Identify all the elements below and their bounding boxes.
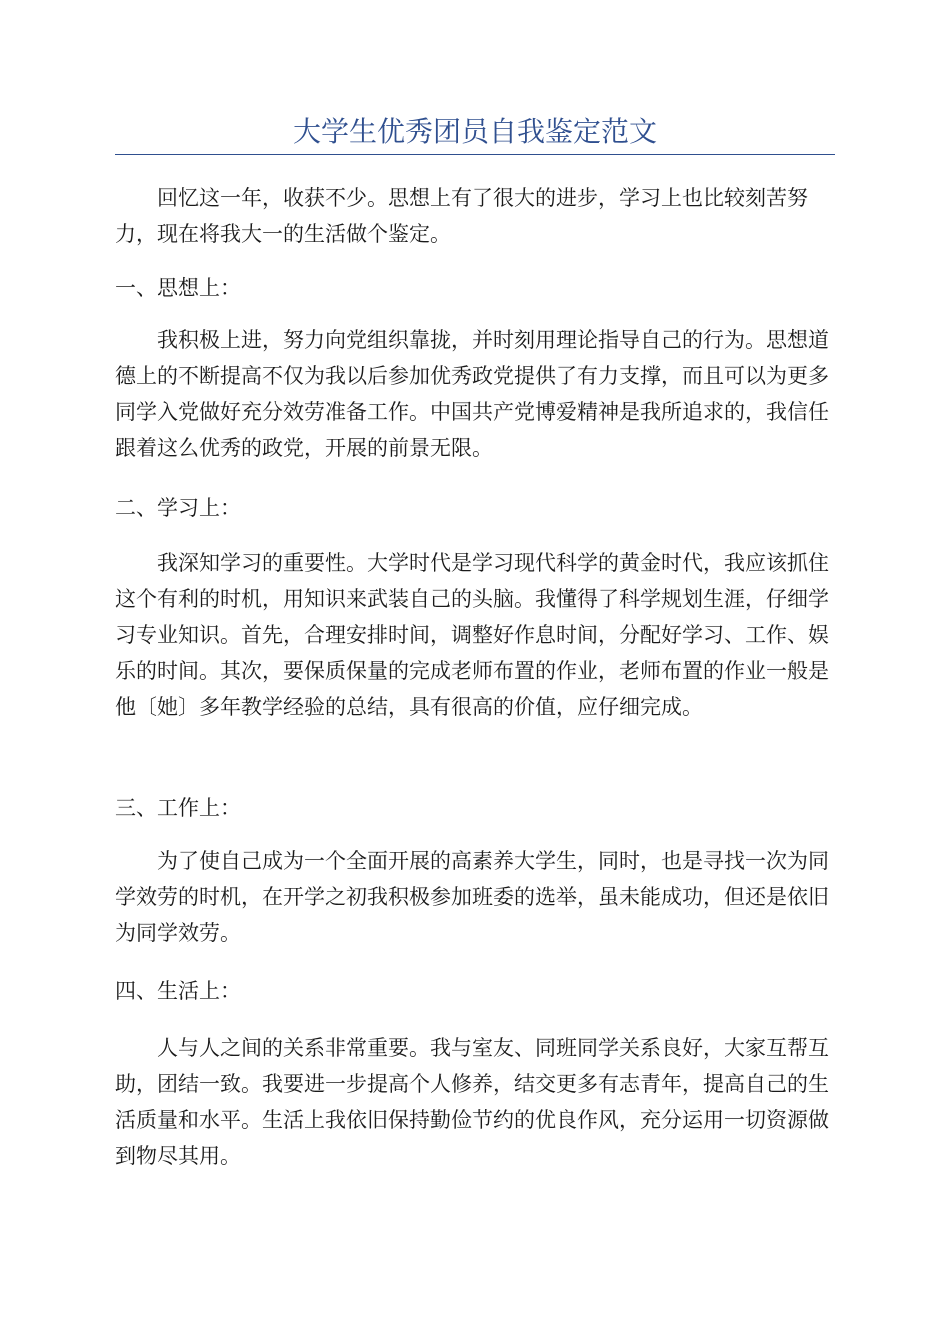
document-title: 大学生优秀团员自我鉴定范文 <box>292 115 657 148</box>
section-heading-thought: 一、思想上： <box>115 276 241 300</box>
section-heading-study: 二、学习上： <box>115 496 241 520</box>
intro-paragraph: 回忆这一年，收获不少。思想上有了很大的进步，学习上也比较刻苦努力，现在将我大一的生活做个鉴定。 <box>115 186 808 246</box>
paragraph-life: 人与人之间的关系非常重要。我与室友、同班同学关系良好，大家互帮互助，团结一致。我要进一步提高个人修养，结交更多有志青年，提高自己的生活质量和水平。生活上我依旧保持勤俭节约的优良作风，充分运用一切资源做到物尽其用。 <box>115 1036 829 1168</box>
paragraph-study: 我深知学习的重要性。大学时代是学习现代科学的黄金时代，我应该抓住这个有利的时机，用知识来武装自己的头脑。我懂得了科学规划生涯，仔细学习专业知识。首先，合理安排时间，调整好作息时间，分配好学习、工作、娱乐的时间。其次，要保质保量的完成老师布置的作业，老师布置的作业一般是他〔她〕多年教学经验的总结，具有很高的价值，应仔细完成。 <box>115 551 829 719</box>
paragraph-thought: 我积极上进，努力向党组织靠拢，并时刻用理论指导自己的行为。思想道德上的不断提高不仅为我以后参加优秀政党提供了有力支撑，而且可以为更多同学入党做好充分效劳准备工作。中国共产党博爱精神是我所追求的，我信任跟着这么优秀的政党，开展的前景无限。 <box>115 328 829 460</box>
section-heading-work: 三、工作上： <box>115 796 241 820</box>
section-heading-life: 四、生活上： <box>115 979 241 1003</box>
title-underline <box>115 154 835 155</box>
paragraph-work: 为了使自己成为一个全面开展的高素养大学生，同时，也是寻找一次为同学效劳的时机，在开学之初我积极参加班委的选举，虽未能成功，但还是依旧为同学效劳。 <box>115 849 829 945</box>
